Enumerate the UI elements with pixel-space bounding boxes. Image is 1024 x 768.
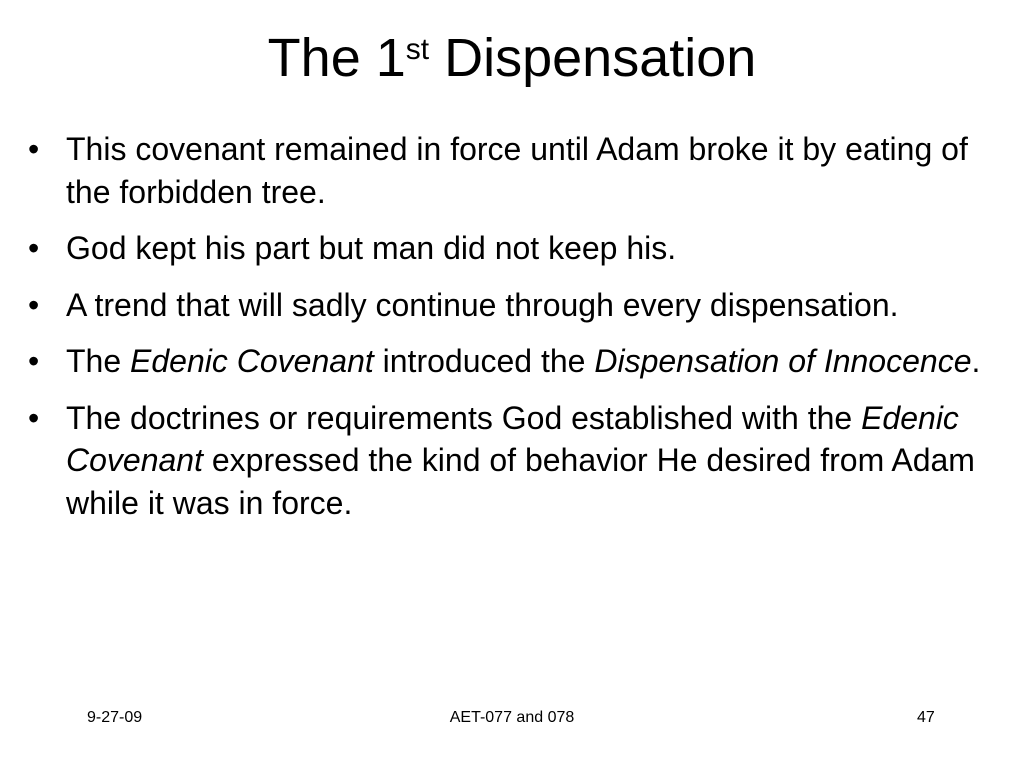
title-rest: Dispensation xyxy=(444,28,757,88)
bullet-marker: • xyxy=(28,131,40,167)
bullet-emphasis: Dispensation of Innocence xyxy=(594,343,972,380)
bullet-text xyxy=(66,400,975,521)
title-main: The 1 xyxy=(267,28,406,88)
bullet-list xyxy=(28,128,1003,538)
footer-date: 9-27-09 xyxy=(87,709,143,726)
bullet-text: This covenant remained in force until Adam broke it by eating of the forbidden tree. xyxy=(66,131,968,210)
bullet-marker: • xyxy=(28,343,40,380)
bullet-text-part: . xyxy=(971,343,981,380)
bullet-marker: • xyxy=(28,399,40,436)
bullet-text xyxy=(66,343,980,379)
bullet-text-part: The doctrines or requirements God established with the xyxy=(66,399,862,436)
bullet-item xyxy=(28,227,1003,270)
bullet-emphasis: Edenic Covenant xyxy=(130,343,374,380)
bullet-emphasis: Edenic Covenant xyxy=(66,399,959,479)
bullet-item xyxy=(28,284,1003,327)
bullet-marker: • xyxy=(28,230,40,267)
slide-title xyxy=(0,26,1024,91)
bullet-item xyxy=(28,340,1003,383)
bullet-item xyxy=(28,128,1003,213)
bullet-item xyxy=(28,397,1003,525)
footer-course-code: AET-077 and 078 xyxy=(449,709,575,726)
bullet-text: A trend that will sadly continue through every dispensation. xyxy=(66,286,899,323)
title-superscript: st xyxy=(405,33,430,66)
bullet-text-part: introduced the xyxy=(373,343,595,380)
bullet-text-part: expressed the kind of behavior He desired from Adam while it was in force. xyxy=(66,442,975,521)
bullet-marker: • xyxy=(28,286,40,323)
bullet-text: God kept his part but man did not keep his. xyxy=(66,230,677,267)
bullet-text-part: The xyxy=(66,343,131,380)
footer-page-number: 47 xyxy=(917,709,935,726)
